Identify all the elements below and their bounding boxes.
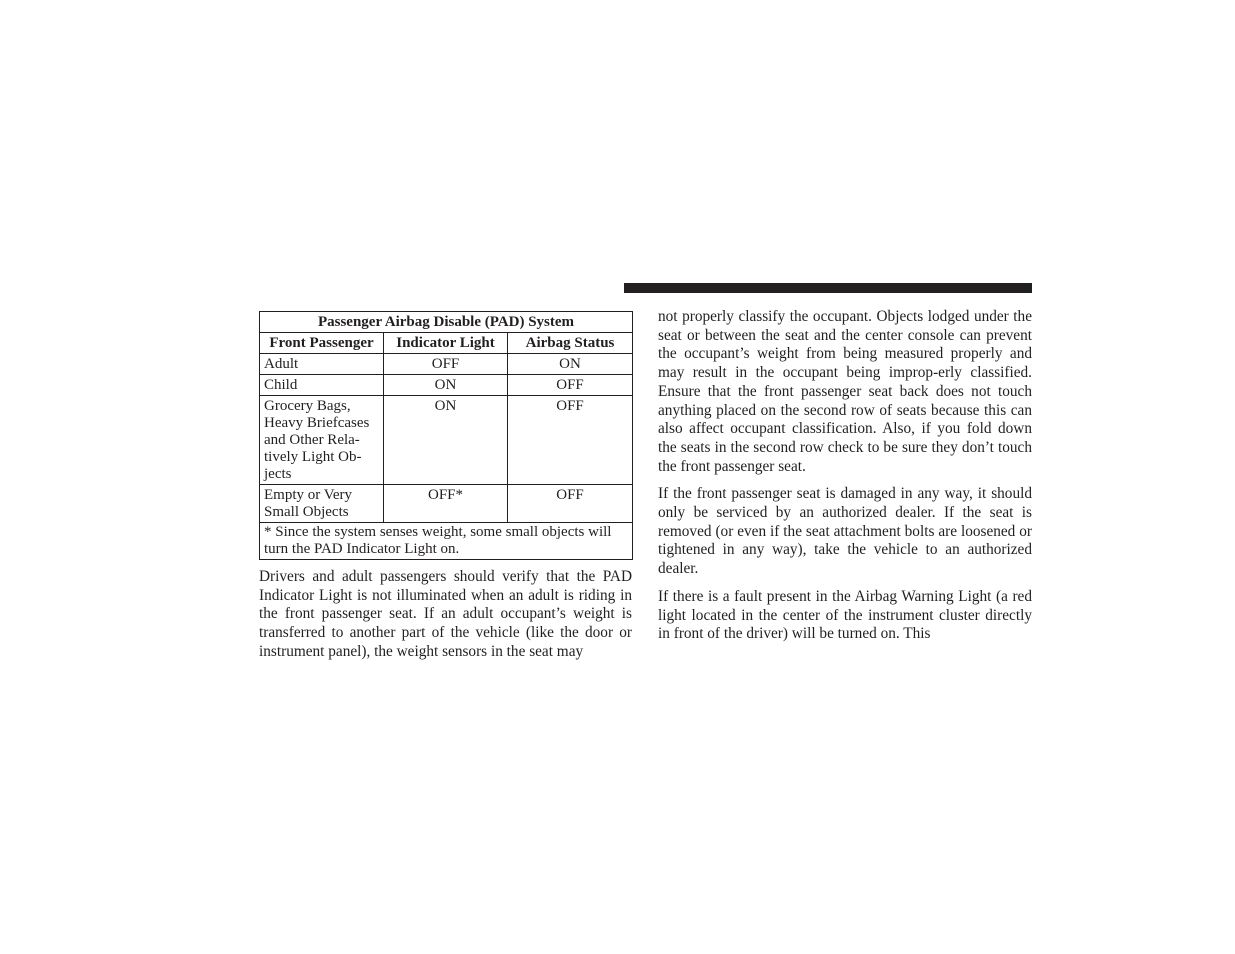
body-paragraph: If the front passenger seat is damaged in any way, it should only be serviced by an authorized dealer. If the seat is removed (or even if the seat attachment bolts are loosened or tightened in any way), take the vehicle to an authorized dealer.	[658, 485, 1032, 578]
table-row	[260, 375, 633, 396]
cell-indicator: OFF*	[384, 485, 508, 523]
table-footnote: * Since the system senses weight, some small objects will turn the PAD Indicator Light on.	[260, 523, 633, 560]
cell-status: OFF	[508, 375, 633, 396]
right-column	[658, 308, 1032, 653]
cell-passenger: Adult	[260, 354, 384, 375]
header-indicator-light: Indicator Light	[384, 333, 508, 354]
header-airbag-status: Airbag Status	[508, 333, 633, 354]
table-row	[260, 485, 633, 523]
table-row	[260, 396, 633, 485]
cell-status: ON	[508, 354, 633, 375]
cell-passenger: Empty or Very Small Objects	[260, 485, 384, 523]
header-front-passenger: Front Passenger	[260, 333, 384, 354]
cell-indicator: OFF	[384, 354, 508, 375]
table-row	[260, 354, 633, 375]
section-header-bar	[624, 283, 1032, 293]
pad-system-table	[259, 311, 633, 560]
table-footnote-row	[260, 523, 633, 560]
cell-passenger: Grocery Bags, Heavy Briefcases and Other Rela-tively Light Ob-jects	[260, 396, 384, 485]
body-paragraph-left: Drivers and adult passengers should verify that the PAD Indicator Light is not illuminated when an adult is riding in the front passenger seat. If an adult occupant’s weight is transferred to another part of the vehicle (like the door or instrument panel), the weight sensors in the seat may	[259, 568, 632, 660]
cell-passenger: Child	[260, 375, 384, 396]
cell-indicator: ON	[384, 396, 508, 485]
cell-status: OFF	[508, 396, 633, 485]
cell-indicator: ON	[384, 375, 508, 396]
body-paragraph: not properly classify the occupant. Objects lodged under the seat or between the seat and the center console can prevent the occupant’s weight from being measured properly and may result in the occupant being improp-erly classified. Ensure that the front passenger seat back does not touch anything placed on the second row of seats because this can also affect occupant classification. Also, if you fold down the seats in the second row check to be sure they don’t touch the front passenger seat.	[658, 308, 1032, 475]
body-paragraph: If there is a fault present in the Airbag Warning Light (a red light located in the center of the instrument cluster directly in front of the driver) will be turned on. This	[658, 587, 1032, 643]
cell-status: OFF	[508, 485, 633, 523]
table-header-row	[260, 333, 633, 354]
table-title-row	[260, 312, 633, 333]
table-title: Passenger Airbag Disable (PAD) System	[260, 312, 633, 333]
